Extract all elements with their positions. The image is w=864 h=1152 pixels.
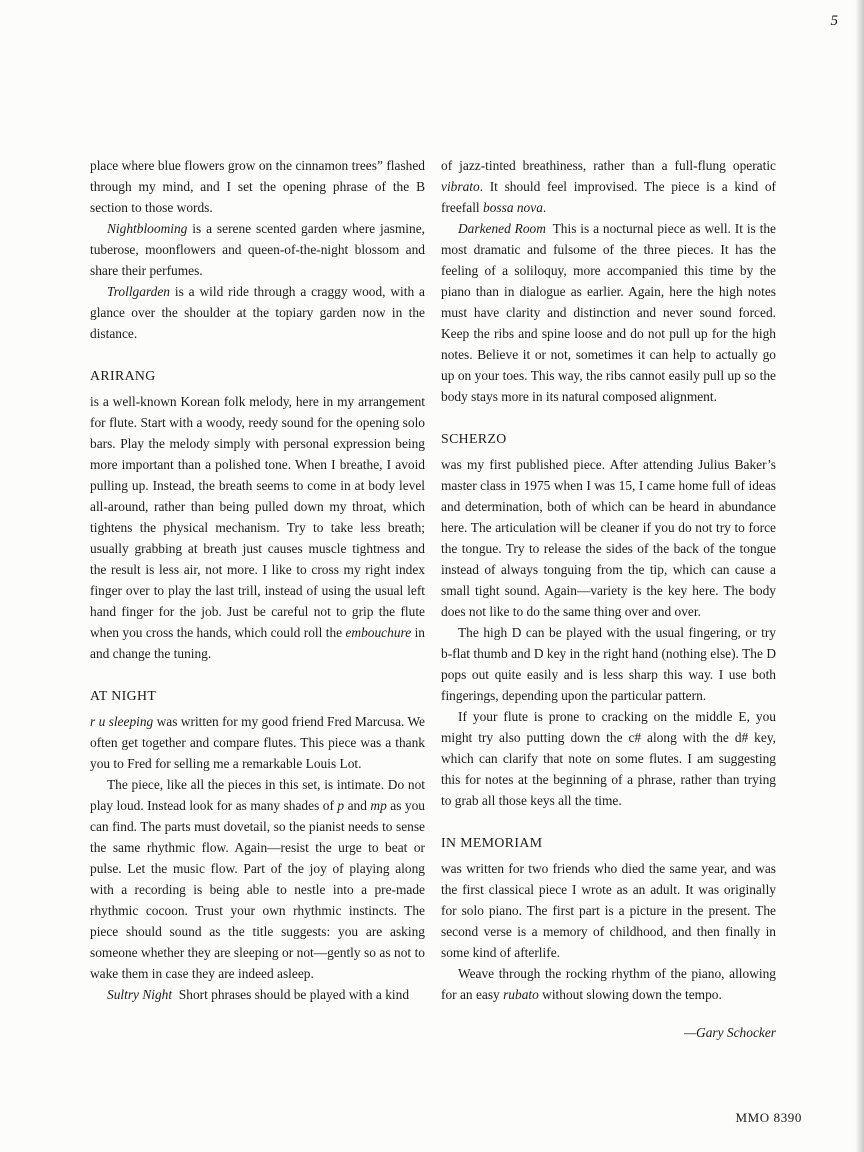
section-heading: IN MEMORIAM [441,835,543,850]
catalog-number: MMO 8390 [735,1110,802,1125]
section-heading: AT NIGHT [90,688,157,703]
paragraph: is a well-known Korean folk melody, here in my arrangement for flute. Start with a woody, reedy sound for the opening solo bars. Play the melody simply with personal expression being more important than a polished tone. When I breathe, I avoid pulling up. Instead, the breath seems to come in at body level all-around, rather than being pulled down my throat, which tightens the physical mechanism. Try to take less breath; usually grabbing at breath just causes muscle tightness and the result is less air, not more. I like to cross my right index finger over to play the last trill, instead of using the usual left hand finger for the job. Just be careful not to grip the flute when you cross the hands, which could roll the embouchure in and change the tuning. [90,394,425,661]
paragraph: Trollgarden is a wild ride through a craggy wood, with a glance over the shoulder at the topiary garden now in the distance. [90,284,425,341]
paragraph: of jazz-tinted breathiness, rather than a full-flung operatic vibrato. It should feel improvised. The piece is a kind of freefall bossa nova. [441,158,776,215]
section-heading: ARIRANG [90,368,156,383]
paragraph: If your flute is prone to cracking on the middle E, you might try also putting down the c# along with the d# key, which can clarify that note on some flutes. I am suggesting this for notes at the beginning of a phrase, rather than trying to grab all those keys all the time. [441,709,776,808]
author-signature: —Gary Schocker [684,1025,776,1040]
page-number: 5 [830,13,838,29]
column-right [441,155,776,1043]
column-left [90,155,425,1043]
paragraph: r u sleeping was written for my good friend Fred Marcusa. We often get together and compare flutes. This piece was a thank you to Fred for selling me a remarkable Louis Lot. [90,714,426,771]
paragraph: was written for two friends who died the same year, and was the first classical piece I wrote as an adult. It was originally for solo piano. The first part is a picture in the present. The second verse is a memory of childhood, and then finally in some kind of afterlife. [441,861,776,960]
two-column-text [90,155,776,1043]
paragraph: Sultry Night Short phrases should be played with a kind [107,987,410,1002]
paragraph: Darkened Room This is a nocturnal piece as well. It is the most dramatic and fulsome of the three pieces. It has the feeling of a soliloquy, more accompanied this time by the piano than in dialogue as earlier. Again, here the high notes must have clarity and distinction and never sound forced. Keep the ribs and spine loose and do not pull up for the high notes. Believe it or not, sometimes it can help to actually go up on your toes. This way, the ribs cannot easily pull up so the body stays more in its natural composed alignment. [441,221,776,404]
paragraph: Nightblooming is a serene scented garden where jasmine, tuberose, moonflowers and queen-of-the-night blossom and share their perfumes. [90,221,425,278]
paragraph: place where blue flowers grow on the cinnamon trees” flashed through my mind, and I set the opening phrase of the B section to those words. [90,158,425,215]
paragraph: The piece, like all the pieces in this set, is intimate. Do not play loud. Instead look for as many shades of p and mp as you can find. The parts must dovetail, so the pianist needs to sense the same rhythmic flow. Again—resist the urge to beat or pulse. Let the music flow. Part of the joy of playing along with a recording is being able to nestle into a pre-made rhythmic cocoon. Trust your own rhythmic instincts. The piece should sound as the title suggests: you are asking someone whether they are sleeping or not—gently so as not to wake them in case they are indeed asleep. [90,777,426,981]
page-edge-shadow [855,0,864,1152]
paragraph: was my first published piece. After attending Julius Baker’s master class in 1975 when I was 15, I came home full of ideas and determination, both of which can be heard in abundance here. The articulation will be cleaner if you do not try to force the tongue. Try to release the sides of the back of the tongue instead of always tonguing from the tip, which can cause a small tight sound. Again—variety is the key here. The body does not like to do the same thing over and over. [441,457,776,619]
paragraph: The high D can be played with the usual fingering, or try b-flat thumb and D key in the right hand (nothing else). The D pops out quite easily and is less sharp this way. I use both fingerings, depending upon the particular pattern. [441,625,776,703]
section-heading: SCHERZO [441,431,507,446]
paragraph: Weave through the rocking rhythm of the piano, allowing for an easy rubato without slowing down the tempo. [441,966,776,1002]
